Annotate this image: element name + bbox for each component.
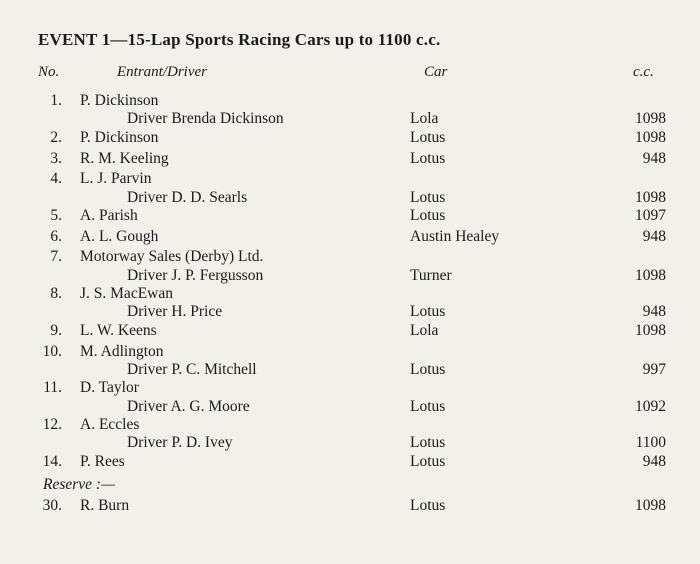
- engine-cc: 948: [642, 453, 666, 470]
- entry-number: 11.: [43, 379, 62, 397]
- engine-cc: 1098: [635, 188, 666, 206]
- car-make: Turner: [410, 266, 452, 284]
- reserve-car: Lotus: [410, 497, 446, 514]
- event-title: EVENT 1—15-Lap Sports Racing Cars up to 1100 c.c.: [38, 30, 441, 49]
- reserve-cc: 1098: [635, 497, 666, 514]
- car-make: Lotus: [410, 397, 446, 415]
- driver-row: [0, 302, 700, 322]
- driver-row: [0, 397, 700, 417]
- entry-row: [0, 321, 700, 341]
- entrant-name: A. L. Gough: [80, 227, 159, 245]
- driver-row: [0, 188, 700, 208]
- driver-name: Driver Brenda Dickinson: [127, 110, 284, 128]
- entry-row: [0, 378, 700, 398]
- driver-name: Driver J. P. Fergusson: [127, 266, 264, 284]
- entry-number: 9.: [50, 322, 62, 339]
- driver-name: Driver P. C. Mitchell: [127, 360, 257, 378]
- car-make: Lotus: [410, 360, 446, 378]
- car-make: Lola: [410, 322, 439, 339]
- engine-cc: 948: [642, 227, 666, 245]
- header-no: No.: [38, 64, 60, 80]
- entry-row: [0, 452, 700, 472]
- entry-number: 12.: [42, 416, 62, 434]
- car-make: Lotus: [410, 434, 446, 452]
- entrant-name: L. J. Parvin: [80, 170, 152, 188]
- driver-row: [0, 433, 700, 453]
- reserve-label: Reserve :—: [43, 476, 115, 493]
- entry-number: 7.: [50, 248, 62, 266]
- reserve-entry-row: [0, 496, 700, 516]
- engine-cc: 1098: [635, 129, 666, 147]
- entry-number: 5.: [50, 207, 62, 225]
- driver-row: [0, 109, 700, 129]
- car-make: Lotus: [410, 207, 446, 225]
- entry-row: [0, 91, 700, 111]
- entry-row: [0, 149, 700, 169]
- entry-number: 6.: [50, 227, 62, 245]
- driver-name: Driver A. G. Moore: [127, 397, 250, 415]
- entry-row: [0, 247, 700, 267]
- entrant-name: P. Rees: [80, 453, 125, 470]
- driver-name: Driver D. D. Searls: [127, 188, 248, 206]
- engine-cc: 1097: [635, 207, 666, 225]
- driver-row: [0, 266, 700, 286]
- car-make: Lola: [410, 110, 439, 128]
- engine-cc: 1098: [635, 266, 666, 284]
- entry-number: 8.: [50, 285, 62, 303]
- car-make: Lotus: [410, 129, 446, 147]
- entry-row: [0, 415, 700, 435]
- engine-cc: 1100: [635, 434, 666, 452]
- entry-row: [0, 342, 700, 362]
- entry-number: 3.: [50, 149, 62, 167]
- driver-name: Driver H. Price: [127, 303, 223, 321]
- driver-row: [0, 360, 700, 380]
- entry-row: [0, 284, 700, 304]
- entry-number: 10.: [42, 342, 62, 360]
- entry-row: [0, 227, 700, 247]
- entry-row: [0, 169, 700, 189]
- entrant-name: R. M. Keeling: [80, 149, 169, 167]
- reserve-entrant: R. Burn: [80, 497, 130, 514]
- entry-number: 1.: [50, 92, 62, 109]
- driver-name: Driver P. D. Ivey: [127, 434, 233, 452]
- header-entrant-driver: Entrant/Driver: [117, 64, 207, 80]
- entrant-name: L. W. Keens: [80, 322, 157, 339]
- engine-cc: 948: [642, 149, 666, 167]
- entry-number: 4.: [50, 170, 62, 188]
- entrant-name: A. Eccles: [80, 416, 140, 434]
- entry-row: [0, 128, 700, 148]
- car-make: Lotus: [410, 149, 446, 167]
- entry-number: 14.: [42, 453, 62, 470]
- entrant-name: P. Dickinson: [80, 92, 159, 109]
- engine-cc: 948: [642, 303, 666, 321]
- engine-cc: 1098: [635, 322, 666, 339]
- car-make: Austin Healey: [410, 227, 500, 245]
- entrant-name: P. Dickinson: [80, 129, 159, 147]
- entrant-name: D. Taylor: [80, 379, 139, 397]
- engine-cc: 997: [642, 360, 666, 378]
- entrant-name: J. S. MacEwan: [80, 285, 173, 303]
- header-car: Car: [424, 64, 448, 80]
- entrant-name: Motorway Sales (Derby) Ltd.: [80, 248, 264, 266]
- engine-cc: 1098: [635, 110, 666, 128]
- entrant-name: A. Parish: [80, 207, 138, 225]
- car-make: Lotus: [410, 453, 446, 470]
- header-cc: c.c.: [633, 64, 654, 80]
- entry-row: [0, 206, 700, 226]
- entry-number: 2.: [50, 129, 62, 147]
- reserve-entry-number: 30.: [42, 497, 62, 514]
- car-make: Lotus: [410, 188, 446, 206]
- car-make: Lotus: [410, 303, 446, 321]
- engine-cc: 1092: [635, 397, 666, 415]
- entrant-name: M. Adlington: [80, 342, 164, 360]
